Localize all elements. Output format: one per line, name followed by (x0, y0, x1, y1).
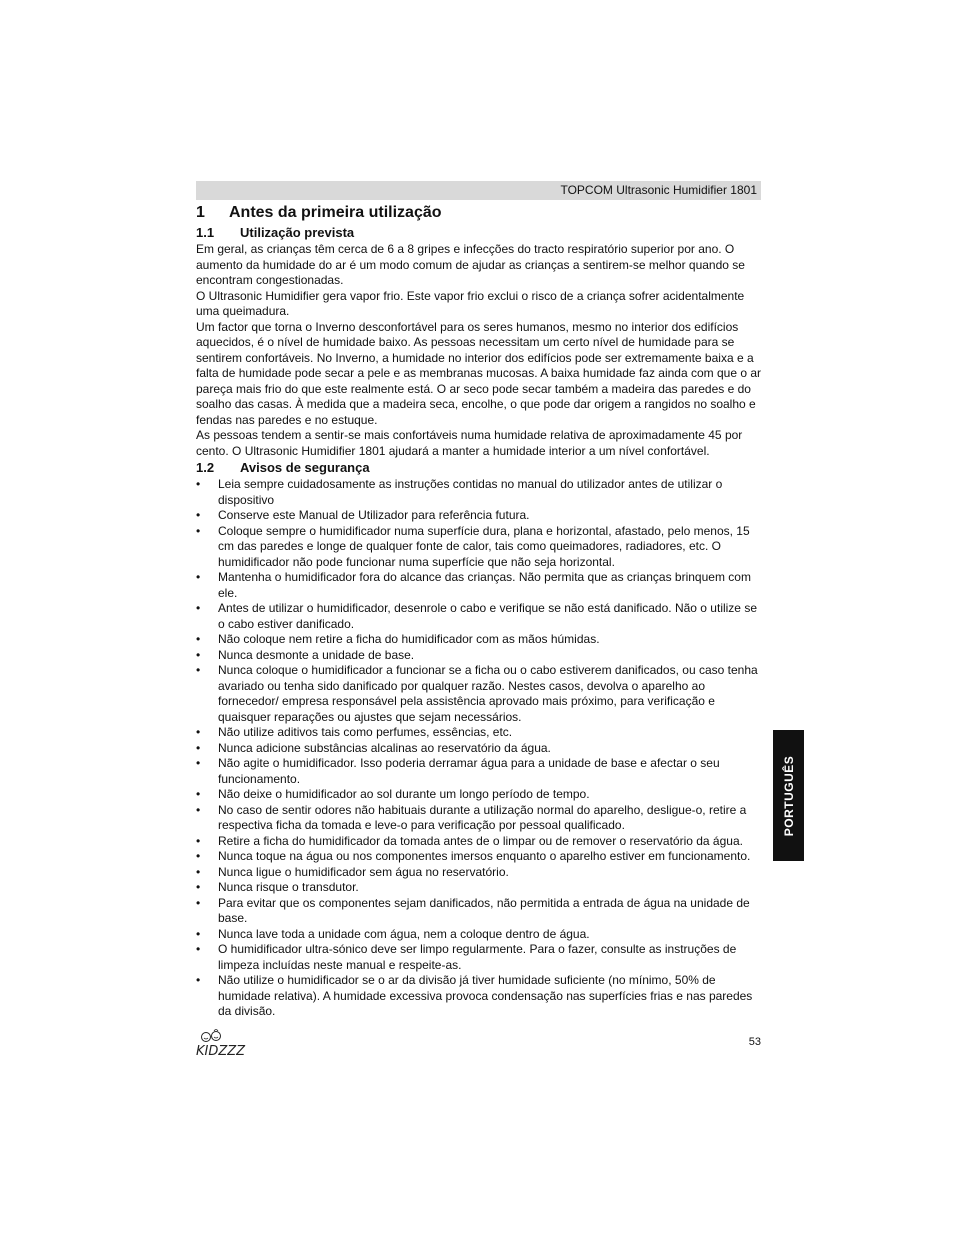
list-item-text: Não agite o humidificador. Isso poderia derramar água para a unidade de base e afectar o seu funcionamento. (218, 756, 720, 786)
list-item-text: Nunca risque o transdutor. (218, 880, 359, 894)
list-item-text: Nunca coloque o humidificador a funcionar se a ficha ou o cabo estiverem danificados, ou caso tenha avariado ou tenha sido danificado por qualquer razão. Nestes casos, devolva o aparelho ao fornecedor/ empresa responsável pela assistência aprovado mais próximo, para verificação e quaisquer reparações ou ajustes que sejam necessários. (218, 663, 758, 724)
page-number: 53 (748, 1036, 761, 1048)
bullet-icon: • (196, 523, 201, 538)
section-1-1-heading (196, 224, 762, 242)
bullet-icon: • (196, 973, 201, 987)
list-item-text: Não utilize o humidificador se o ar da divisão já tiver humidade suficiente (no mínimo, 50% de humidade relativa). A humidade excessiva provoca condensação nas superfícies frias e nas paredes da divisão. (218, 973, 753, 1018)
list-item-text: Coloque sempre o humidificador numa superfície dura, plana e horizontal, afastado, pelo menos, 15 cm das paredes e longe de qualquer fonte de calor, tais como queimadores, radiadores, etc. O humidificador não pode funcionar numa superfície que não seja horizontal. (218, 523, 750, 569)
list-item (196, 849, 762, 865)
header-bar (196, 181, 761, 200)
list-item (196, 834, 762, 850)
list-item-text: Nunca adicione substâncias alcalinas ao reservatório da água. (218, 740, 551, 755)
list-item-text: O humidificador ultra-sónico deve ser limpo regularmente. Para o fazer, consulte as instruções de limpeza incluídas neste manual e respeite-as. (218, 942, 737, 972)
section-1-2-title: Avisos de segurança (240, 460, 370, 475)
list-item-text: Leia sempre cuidadosamente as instruções contidas no manual do utilizador antes de utilizar o dispositivo (218, 477, 723, 507)
bullet-icon: • (196, 647, 201, 662)
header-title: TOPCOM Ultrasonic Humidifier 1801 (560, 183, 757, 197)
bullet-icon: • (196, 802, 201, 817)
bullet-icon: • (196, 880, 201, 894)
bullet-icon: • (196, 833, 201, 848)
bullet-icon: • (196, 926, 201, 941)
list-item-text: Não coloque nem retire a ficha do humidificador com as mãos húmidas. (218, 632, 600, 646)
list-item-text: Nunca toque na água ou nos componentes imersos enquanto o aparelho estiver em funcionamento. (218, 849, 751, 863)
bullet-icon: • (196, 725, 201, 739)
list-item (196, 663, 762, 725)
bullet-icon: • (196, 756, 201, 770)
bullet-icon: • (196, 864, 201, 879)
bullet-icon: • (196, 849, 201, 863)
section-1-number: 1 (196, 204, 205, 221)
list-item (196, 477, 762, 508)
list-item (196, 648, 762, 664)
list-item-text: No caso de sentir odores não habituais durante a utilização normal do aparelho, desligue-o, retire a respectiva ficha da tomada e leve-o para verificação por pessoal qualificado. (218, 802, 747, 832)
list-item (196, 787, 762, 803)
bullet-icon: • (196, 942, 201, 956)
list-item (196, 896, 762, 927)
bullet-icon: • (196, 787, 201, 801)
list-item-text: Nunca desmonte a unidade de base. (218, 647, 415, 662)
list-item (196, 725, 762, 741)
paragraph: O Ultrasonic Humidifier gera vapor frio. Este vapor frio exclui o risco de a criança sofrer acidentalmente uma queimadura. (196, 288, 745, 318)
list-item (196, 741, 762, 757)
list-item (196, 803, 762, 834)
list-item-text: Retire a ficha do humidificador da tomada antes de o limpar ou de remover o reservatório da água. (218, 833, 743, 848)
list-item (196, 601, 762, 632)
section-1-1-title: Utilização prevista (240, 225, 355, 240)
list-item-text: Para evitar que os componentes sejam danificados, não permitida a entrada de água na unidade de base. (218, 895, 750, 925)
bullet-icon: • (196, 740, 201, 755)
list-item (196, 508, 762, 524)
section-1-1-number: 1.1 (196, 225, 215, 240)
intended-use-text (196, 242, 762, 459)
kidzzz-logo (196, 1028, 246, 1058)
list-item-text: Nunca lave toda a unidade com água, nem a coloque dentro de água. (218, 926, 590, 941)
paragraph: Em geral, as crianças têm cerca de 6 a 8 gripes e infecções do tracto respiratório superior por ano. O aumento da humidade do ar é um modo comum de ajudar as crianças a sentirem-se melhor quando se encontram congestionadas. (196, 242, 745, 287)
bullet-icon: • (196, 570, 201, 584)
list-item (196, 942, 762, 973)
page-content (196, 202, 762, 1020)
list-item (196, 524, 762, 571)
list-item-text: Não deixe o humidificador ao sol durante um longo período de tempo. (218, 787, 590, 801)
list-item (196, 880, 762, 896)
list-item-text: Mantenha o humidificador fora do alcance das crianças. Não permita que as crianças brinquem com ele. (218, 570, 751, 600)
logo-text: KIDZZZ (196, 1044, 246, 1058)
kidzzz-logo-icon (196, 1028, 246, 1058)
language-tab-label: PORTUGUÊS (781, 755, 796, 836)
list-item (196, 865, 762, 881)
paragraph: Um factor que torna o Inverno desconfortável para os seres humanos, mesmo no interior dos edifícios aquecidos, é o nível de humidade baixo. As pessoas necessitam um certo nível de humidade para se sentirem confortáveis. No Inverno, a humidade no interior dos edifícios pode ser extremamente baixa e a falta de humidade pode secar a pele e as membranas mucosas. A baixa humidade faz ainda com que o ar pareça mais frio do que este realmente está. O ar seco pode secar também a madeira das paredes e do soalho das casas. À medida que a madeira seca, encolhe, o que pode dar origem a rangidos no soalho e fendas nas paredes e no estuque. (196, 319, 762, 427)
list-item (196, 973, 762, 1020)
list-item (196, 570, 762, 601)
bullet-icon: • (196, 895, 201, 910)
list-item (196, 632, 762, 648)
list-item (196, 927, 762, 943)
list-item-text: Não utilize aditivos tais como perfumes, essências, etc. (218, 725, 513, 739)
bullet-icon: • (196, 477, 201, 491)
section-1-2-heading (196, 459, 762, 477)
section-1-2-number: 1.2 (196, 460, 215, 475)
bullet-icon: • (196, 508, 201, 522)
list-item (196, 756, 762, 787)
safety-warnings-list (196, 477, 762, 1020)
bullet-icon: • (196, 601, 201, 615)
language-tab (773, 730, 804, 861)
list-item-text: Conserve este Manual de Utilizador para referência futura. (218, 508, 530, 522)
bullet-icon: • (196, 632, 201, 646)
section-1-title: Antes da primeira utilização (229, 204, 442, 221)
bullet-icon: • (196, 663, 201, 677)
list-item-text: Antes de utilizar o humidificador, desenrole o cabo e verifique se não está danificado. Não o utilize se o cabo estiver danificado. (218, 601, 757, 631)
paragraph: As pessoas tendem a sentir-se mais confortáveis numa humidade relativa de aproximadamente 45 por cento. O Ultrasonic Humidifier 1801 ajudará a manter a humidade interior a um nível confortável. (196, 428, 743, 458)
list-item-text: Nunca ligue o humidificador sem água no reservatório. (218, 864, 509, 879)
section-1-heading (196, 202, 762, 224)
